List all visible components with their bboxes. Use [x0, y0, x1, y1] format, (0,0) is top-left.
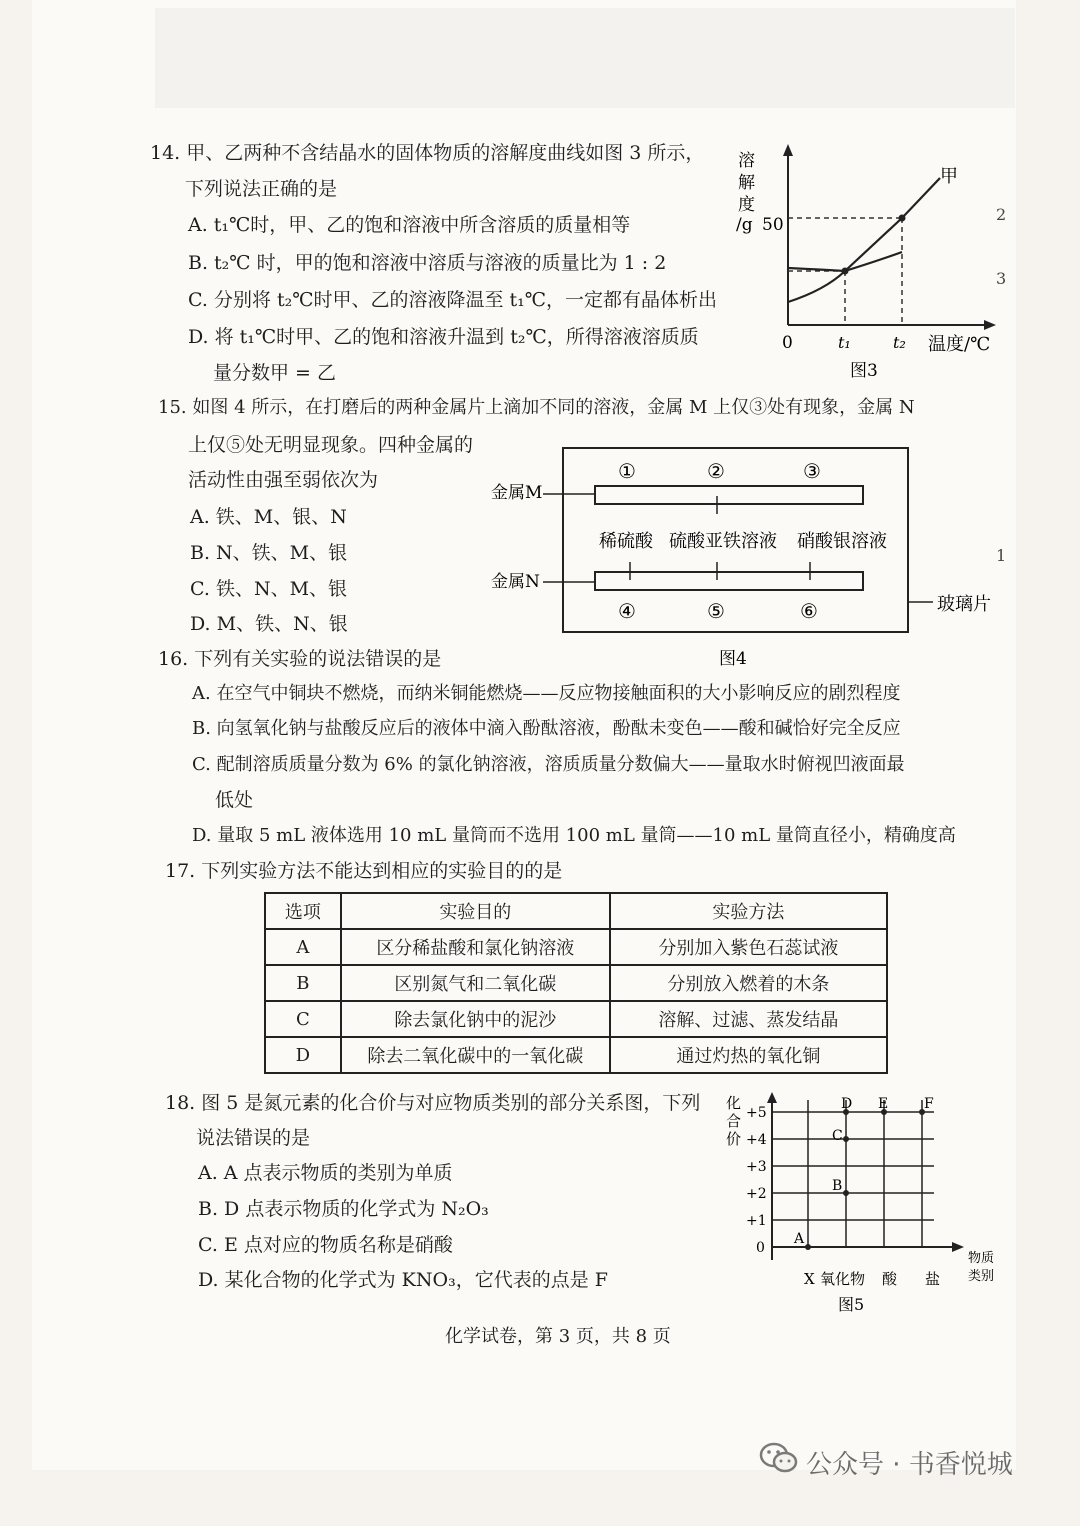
q17-cell-option: A — [265, 929, 341, 965]
q14-stem: 14. 甲、乙两种不含结晶水的固体物质的溶解度曲线如图 3 所示， — [150, 142, 705, 164]
fig3-t1-label: t₁ — [838, 333, 851, 352]
fig4-mark-4: ④ — [618, 599, 636, 623]
q17-cell-method: 分别加入紫色石蕊试液 — [610, 929, 887, 965]
figure5-valence-grid — [722, 1090, 1012, 1320]
q17-cell-option: B — [265, 965, 341, 1001]
q17-cell-method: 分别放入燃着的木条 — [610, 965, 887, 1001]
fig4-solution-3: 硝酸银溶液 — [797, 531, 887, 552]
fig5-ytick-1: +1 — [746, 1213, 767, 1229]
fig5-ytick-2: +2 — [746, 1186, 767, 1202]
q15-stem-line3: 活动性由强至弱依次为 — [188, 469, 379, 491]
fig5-point-a — [805, 1244, 811, 1250]
fig5-label-c: C — [832, 1128, 843, 1144]
q17-stem: 17. 下列实验方法不能达到相应的实验目的的是 — [165, 860, 563, 882]
q18-stem: 18. 图 5 是氮元素的化合价与对应物质类别的部分关系图，下列 — [165, 1092, 701, 1114]
q16-stem: 16. 下列有关实验的说法错误的是 — [158, 648, 442, 670]
table-row — [265, 929, 887, 965]
q17-cell-method: 溶解、过滤、蒸发结晶 — [610, 1001, 887, 1037]
q15-option-b: B. N、铁、M、银 — [190, 542, 348, 564]
q17-table — [264, 892, 888, 1074]
fig3-origin-label: 0 — [782, 333, 793, 353]
fig5-ytick-5: +5 — [746, 1105, 767, 1121]
q18-stem-line2: 说法错误的是 — [196, 1127, 311, 1149]
top-blank-band — [155, 8, 1015, 108]
fig5-xlabel-salt: 盐 — [925, 1270, 941, 1288]
fig3-curve-jia — [788, 178, 940, 302]
fig4-solution-2: 硫酸亚铁溶液 — [669, 531, 777, 552]
page-footer: 化学试卷，第 3 页，共 8 页 — [445, 1326, 671, 1347]
fig3-jia-label: 甲 — [940, 166, 958, 187]
q18-option-b: B. D 点表示物质的化学式为 N₂O₃ — [198, 1198, 489, 1220]
fig5-xlabel-acid: 酸 — [882, 1270, 898, 1288]
fig5-y-arrow — [767, 1092, 777, 1103]
fig5-point-b — [843, 1190, 849, 1196]
q17-cell-method: 通过灼热的氧化铜 — [610, 1037, 887, 1073]
q18-option-c: C. E 点对应的物质名称是硝酸 — [198, 1234, 453, 1256]
fig4-caption: 图4 — [719, 649, 747, 669]
q14-option-c: C. 分别将 t₂℃时甲、乙的溶液降温至 t₁℃，一定都有晶体析出 — [188, 289, 718, 311]
fig5-point-c — [843, 1136, 849, 1142]
q17-header-option: 选项 — [265, 893, 341, 929]
q17-header-row — [265, 893, 887, 929]
fig5-label-b: B — [832, 1178, 843, 1194]
fig4-metal-n-label: 金属N — [491, 572, 540, 592]
fig5-grid — [772, 1100, 934, 1247]
fig5-xtitle-2: 类别 — [968, 1269, 995, 1284]
q15-option-a: A. 铁、M、银、N — [190, 506, 347, 528]
fig5-ytick-0: 0 — [756, 1240, 765, 1256]
q16-option-b: B. 向氢氧化钠与盐酸反应后的液体中滴入酚酞溶液，酚酞未变色——酸和碱恰好完全反应 — [192, 718, 901, 739]
fig4-mark-3: ③ — [803, 459, 821, 483]
fig5-caption: 图5 — [838, 1295, 865, 1314]
q17-cell-purpose: 区分稀盐酸和氯化钠溶液 — [341, 929, 610, 965]
fig3-point-50 — [899, 215, 906, 222]
q15-option-d: D. M、铁、N、银 — [190, 613, 348, 635]
fig5-label-f: F — [924, 1096, 934, 1112]
q14-option-b: B. t₂℃ 时，甲的饱和溶液中溶质与溶液的质量比为 1 : 2 — [188, 252, 667, 274]
fig5-label-e: E — [878, 1096, 889, 1112]
figure3-solubility-curve — [730, 140, 1000, 385]
q17-cell-purpose: 除去二氧化碳中的一氧化碳 — [341, 1037, 610, 1073]
watermark-text: 公众号 · 书香悦城 — [806, 1450, 1013, 1480]
q17-cell-purpose: 除去氯化钠中的泥沙 — [341, 1001, 610, 1037]
fig5-x-arrow — [952, 1242, 964, 1252]
q16-option-d: D. 量取 5 mL 液体选用 10 mL 量筒而不选用 100 mL 量筒——10 mL 量筒直径小，精确度高 — [192, 825, 956, 846]
q16-option-c-cont: 低处 — [215, 789, 254, 811]
fig4-plate-m — [595, 486, 863, 504]
edge-mark-2: 3 — [996, 269, 1007, 288]
fig5-ytick-4: +4 — [746, 1132, 767, 1148]
fig4-mark-6: ⑥ — [800, 599, 818, 623]
fig4-mark-5: ⑤ — [707, 599, 725, 623]
q17-header-purpose: 实验目的 — [341, 893, 610, 929]
q15-stem-line2: 上仅⑤处无明显现象。四种金属的 — [188, 434, 474, 456]
fig3-intersection-point — [842, 268, 849, 275]
fig3-caption: 图3 — [850, 361, 878, 381]
q14-option-d: D. 将 t₁℃时甲、乙的饱和溶液升温到 t₂℃，所得溶液溶质质 — [188, 326, 699, 348]
q17-cell-purpose: 区别氮气和二氧化碳 — [341, 965, 610, 1001]
fig5-ytick-3: +3 — [746, 1159, 767, 1175]
figure4-metal-plates — [485, 444, 1005, 674]
fig5-ylabel-3: 价 — [726, 1130, 742, 1148]
q18-option-d: D. 某化合物的化学式为 KNO₃，它代表的点是 F — [198, 1269, 608, 1291]
fig5-label-a: A — [794, 1231, 805, 1247]
q14-option-a: A. t₁℃时，甲、乙的饱和溶液中所含溶质的质量相等 — [188, 214, 631, 236]
table-row — [265, 965, 887, 1001]
q17-cell-option: C — [265, 1001, 341, 1037]
q16-option-a: A. 在空气中铜块不燃烧，而纳米铜能燃烧——反应物接触面积的大小影响反应的剧烈程度 — [192, 683, 901, 704]
table-row — [265, 1037, 887, 1073]
fig5-xlabel-oxide: 氧化物 — [820, 1270, 866, 1288]
fig4-mark-2: ② — [707, 459, 725, 483]
q14-stem-line2: 下列说法正确的是 — [185, 178, 338, 200]
fig5-ylabel-1: 化 — [726, 1094, 742, 1112]
fig4-solution-1: 稀硫酸 — [599, 531, 653, 552]
q18-option-a: A. A 点表示物质的类别为单质 — [198, 1162, 453, 1184]
fig4-glass-label: 玻璃片 — [937, 594, 991, 615]
fig3-y-arrow — [783, 144, 793, 156]
fig3-ylabel-1: 溶 — [738, 151, 755, 171]
fig3-x-arrow — [984, 320, 996, 330]
fig3-y50-label: 50 — [762, 215, 784, 235]
fig5-ylabel-2: 合 — [726, 1112, 742, 1130]
fig5-xtitle-1: 物质 — [968, 1251, 995, 1266]
fig3-ylabel-2: 解 — [738, 173, 755, 193]
fig4-mark-1: ① — [618, 459, 636, 483]
fig5-label-d: D — [841, 1096, 853, 1112]
fig3-t2-label: t₂ — [893, 333, 906, 352]
q15-option-c: C. 铁、N、M、银 — [190, 578, 348, 600]
fig5-xlabel-x: X — [804, 1270, 815, 1288]
fig3-xlabel: 温度/℃ — [928, 334, 991, 355]
q14-option-d-cont: 量分数甲 = 乙 — [213, 362, 336, 384]
q15-stem: 15. 如图 4 所示，在打磨后的两种金属片上滴加不同的溶液，金属 M 上仅③处有现象，金属 N — [158, 397, 915, 418]
wechat-icon — [758, 1440, 800, 1476]
fig3-ylabel-3: 度 — [738, 195, 755, 215]
fig4-metal-m-label: 金属M — [491, 483, 543, 503]
fig4-plate-n — [595, 572, 863, 590]
table-row — [265, 1001, 887, 1037]
edge-mark-3: 1 — [996, 546, 1007, 565]
edge-mark-1: 2 — [996, 205, 1007, 224]
fig3-yunit: /g — [736, 215, 753, 235]
q17-header-method: 实验方法 — [610, 893, 887, 929]
q17-cell-option: D — [265, 1037, 341, 1073]
q16-option-c: C. 配制溶质质量分数为 6% 的氯化钠溶液，溶质质量分数偏大——量取水时俯视凹液面最 — [192, 754, 905, 775]
